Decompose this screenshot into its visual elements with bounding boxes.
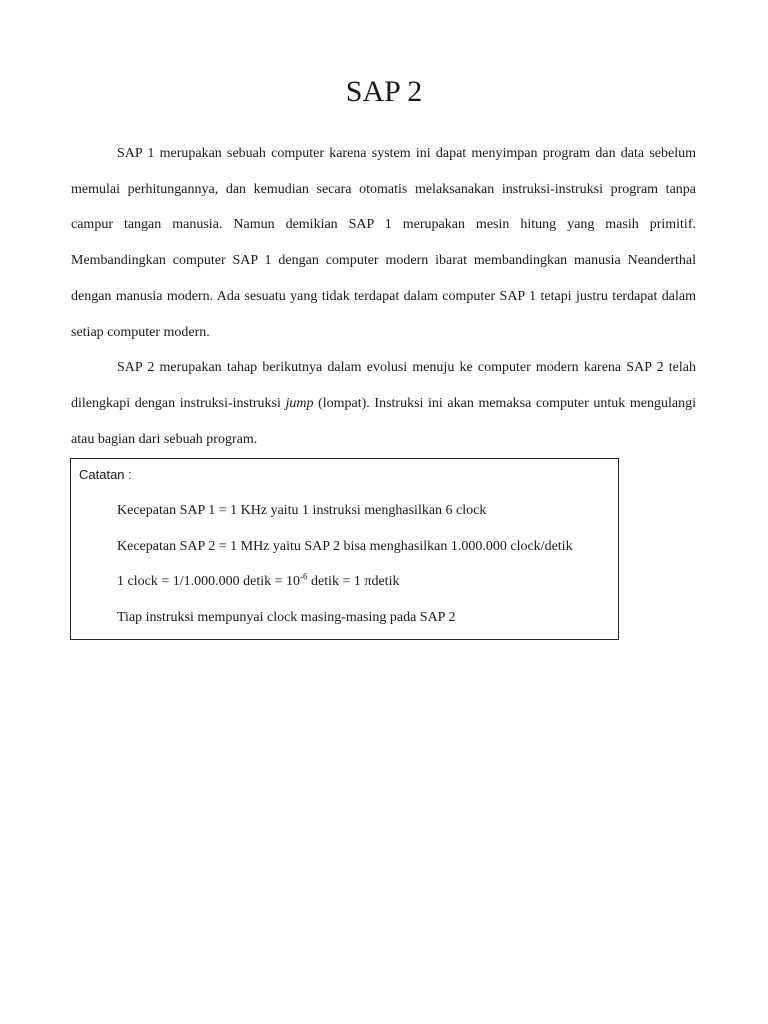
note-line-sap1-speed: Kecepatan SAP 1 = 1 KHz yaitu 1 instruksi menghasilkan 6 clock: [117, 503, 487, 518]
clock-formula-exponent: -6: [300, 571, 308, 582]
paragraph-2-text-start: SAP 2 merupakan tahap berikutnya dalam evolusi menuju ke computer modern karena SAP 2 telah dilengkapi dengan instruksi-instruksi: [71, 360, 696, 411]
note-line-sap2-speed: Kecepatan SAP 2 = 1 MHz yaitu SAP 2 bisa menghasilkan 1.000.000 clock/detik: [117, 539, 573, 554]
document-body: [71, 136, 696, 457]
paragraph-2-text-end: (lompat). Instruksi ini akan memaksa computer untuk mengulangi atau bagian dari sebuah program.: [71, 395, 696, 447]
note-line-instruction-clock: Tiap instruksi mempunyai clock masing-masing pada SAP 2: [117, 610, 456, 625]
clock-formula-middle: detik = 1: [307, 574, 365, 589]
note-line-clock-formula: [117, 573, 399, 591]
clock-formula-symbol: π: [364, 574, 372, 589]
clock-formula-start: 1 clock = 1/1.000.000 detik = 10: [117, 574, 300, 589]
document-title: SAP 2: [345, 75, 423, 108]
jump-italic-term: jump: [285, 395, 314, 411]
note-label: Catatan :: [79, 467, 132, 482]
note-box: [70, 458, 619, 640]
clock-formula-end: detik: [371, 574, 400, 589]
paragraph-1: SAP 1 merupakan sebuah computer karena system ini dapat menyimpan program dan data sebelum memulai perhitungannya, dan kemudian secara otomatis melaksanakan instruksi-instruksi program tanpa campur tangan manusia. Namun demikian SAP 1 merupakan mesin hitung yang masih primitif. Membandingkan computer SAP 1 dengan computer modern ibarat membandingkan manusia Neanderthal dengan manusia modern. Ada sesuatu yang tidak terdapat dalam computer SAP 1 tetapi justru terdapat dalam setiap computer modern.: [71, 146, 696, 340]
paragraph-2: [71, 350, 696, 457]
